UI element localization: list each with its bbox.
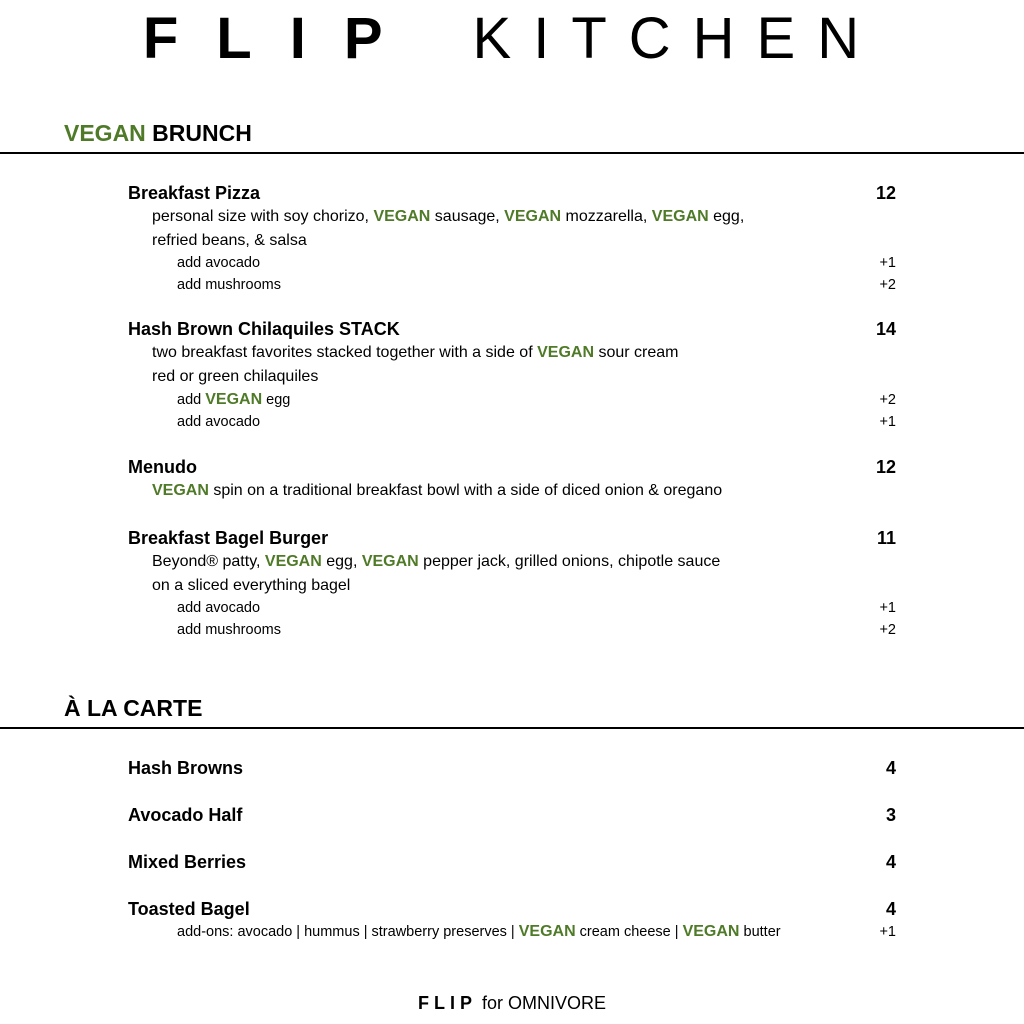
item-price: 4	[885, 899, 896, 919]
page-title	[0, 4, 1024, 74]
desc-text: egg,	[321, 553, 362, 570]
addon-text: egg	[262, 392, 291, 408]
addon-row	[177, 921, 896, 944]
item-name: Hash Brown Chilaquiles STACK	[128, 319, 400, 339]
item-description	[152, 550, 896, 574]
desc-text: pepper jack, grilled onions, chipotle sauce	[418, 553, 721, 570]
addon-label: add mushrooms	[177, 621, 281, 638]
addon-label: add avocado	[177, 413, 261, 430]
addon-price: +2	[879, 276, 896, 293]
addon-price: +1	[879, 255, 896, 271]
menu-item-toasted-bagel	[128, 897, 896, 944]
addon-price: +2	[879, 621, 896, 638]
addon-text: add-ons: avocado | hummus | strawberry preserves |	[177, 924, 519, 940]
item-price: 12	[875, 183, 896, 203]
item-description: refried beans, & salsa	[152, 232, 307, 249]
vegan-label: VEGAN	[651, 208, 709, 225]
item-price: 4	[885, 852, 896, 872]
heading-rest: BRUNCH	[145, 120, 252, 146]
addon-text: cream cheese |	[575, 924, 683, 940]
addon-label: add avocado	[177, 255, 261, 271]
brand-flip: FLIP	[142, 6, 421, 71]
menu-item-menudo	[128, 455, 896, 503]
desc-text: sausage,	[430, 208, 505, 225]
menu-item-chilaquiles-stack	[128, 317, 896, 433]
item-name: Hash Browns	[128, 758, 244, 778]
section-heading-a-la-carte: À LA CARTE	[64, 695, 203, 721]
addon-price: +1	[879, 600, 896, 616]
footer-flip: FLIP	[417, 993, 477, 1013]
desc-text: Beyond® patty,	[152, 553, 265, 570]
vegan-label: VEGAN	[518, 923, 576, 940]
desc-text: two breakfast favorites stacked together with a side of	[152, 344, 538, 361]
section-heading-vegan-brunch	[64, 119, 252, 147]
addon-row	[177, 253, 896, 275]
brand-kitchen: KITCHEN	[472, 6, 882, 71]
section-divider	[0, 152, 1024, 154]
item-name: Avocado Half	[128, 805, 243, 825]
item-price: 4	[885, 758, 896, 778]
addon-price: +1	[879, 924, 896, 940]
desc-text: spin on a traditional breakfast bowl with a side of diced onion & oregano	[208, 482, 723, 499]
vegan-label: VEGAN	[205, 391, 263, 408]
item-description	[152, 205, 896, 229]
item-name: Menudo	[128, 457, 197, 477]
item-description	[152, 479, 896, 503]
menu-item-avocado-half	[128, 803, 896, 827]
item-name: Breakfast Pizza	[128, 183, 261, 203]
addon-row	[177, 598, 896, 620]
menu-item-bagel-burger	[128, 526, 896, 641]
addon-label	[177, 389, 290, 412]
addon-row	[177, 620, 896, 642]
desc-text: sour cream	[594, 344, 679, 361]
item-description	[152, 341, 896, 365]
item-name: Toasted Bagel	[128, 899, 250, 919]
vegan-label: VEGAN	[64, 120, 146, 146]
addon-text: add	[177, 392, 206, 408]
item-price: 11	[876, 528, 896, 548]
vegan-label: VEGAN	[152, 482, 209, 499]
item-price: 3	[885, 805, 896, 825]
vegan-label: VEGAN	[682, 923, 740, 940]
vegan-label: VEGAN	[537, 344, 594, 361]
item-price: 12	[875, 457, 896, 477]
menu-item-hash-browns	[128, 756, 896, 780]
addon-row	[177, 412, 896, 434]
addon-label: add mushrooms	[177, 276, 281, 293]
footer-text: for OMNIVORE	[476, 993, 606, 1013]
desc-text: personal size with soy chorizo,	[152, 208, 374, 225]
menu-item-breakfast-pizza	[128, 181, 896, 296]
item-name: Mixed Berries	[128, 852, 247, 872]
vegan-label: VEGAN	[361, 553, 419, 570]
desc-text: mozzarella,	[561, 208, 652, 225]
menu-item-mixed-berries	[128, 850, 896, 874]
desc-text: egg,	[708, 208, 745, 225]
addon-row	[177, 389, 896, 412]
vegan-label: VEGAN	[504, 208, 562, 225]
vegan-label: VEGAN	[373, 208, 431, 225]
addon-label	[177, 921, 781, 944]
addon-price: +1	[879, 413, 896, 430]
addon-label: add avocado	[177, 600, 261, 616]
item-name: Breakfast Bagel Burger	[128, 528, 329, 548]
vegan-label: VEGAN	[264, 553, 322, 570]
addon-text: butter	[739, 924, 781, 940]
addon-row	[177, 275, 896, 297]
footer	[0, 991, 1024, 1015]
addon-price: +2	[879, 392, 896, 408]
item-price: 14	[875, 319, 896, 339]
item-description: on a sliced everything bagel	[152, 577, 351, 594]
section-divider	[0, 727, 1024, 729]
item-description: red or green chilaquiles	[152, 368, 319, 385]
